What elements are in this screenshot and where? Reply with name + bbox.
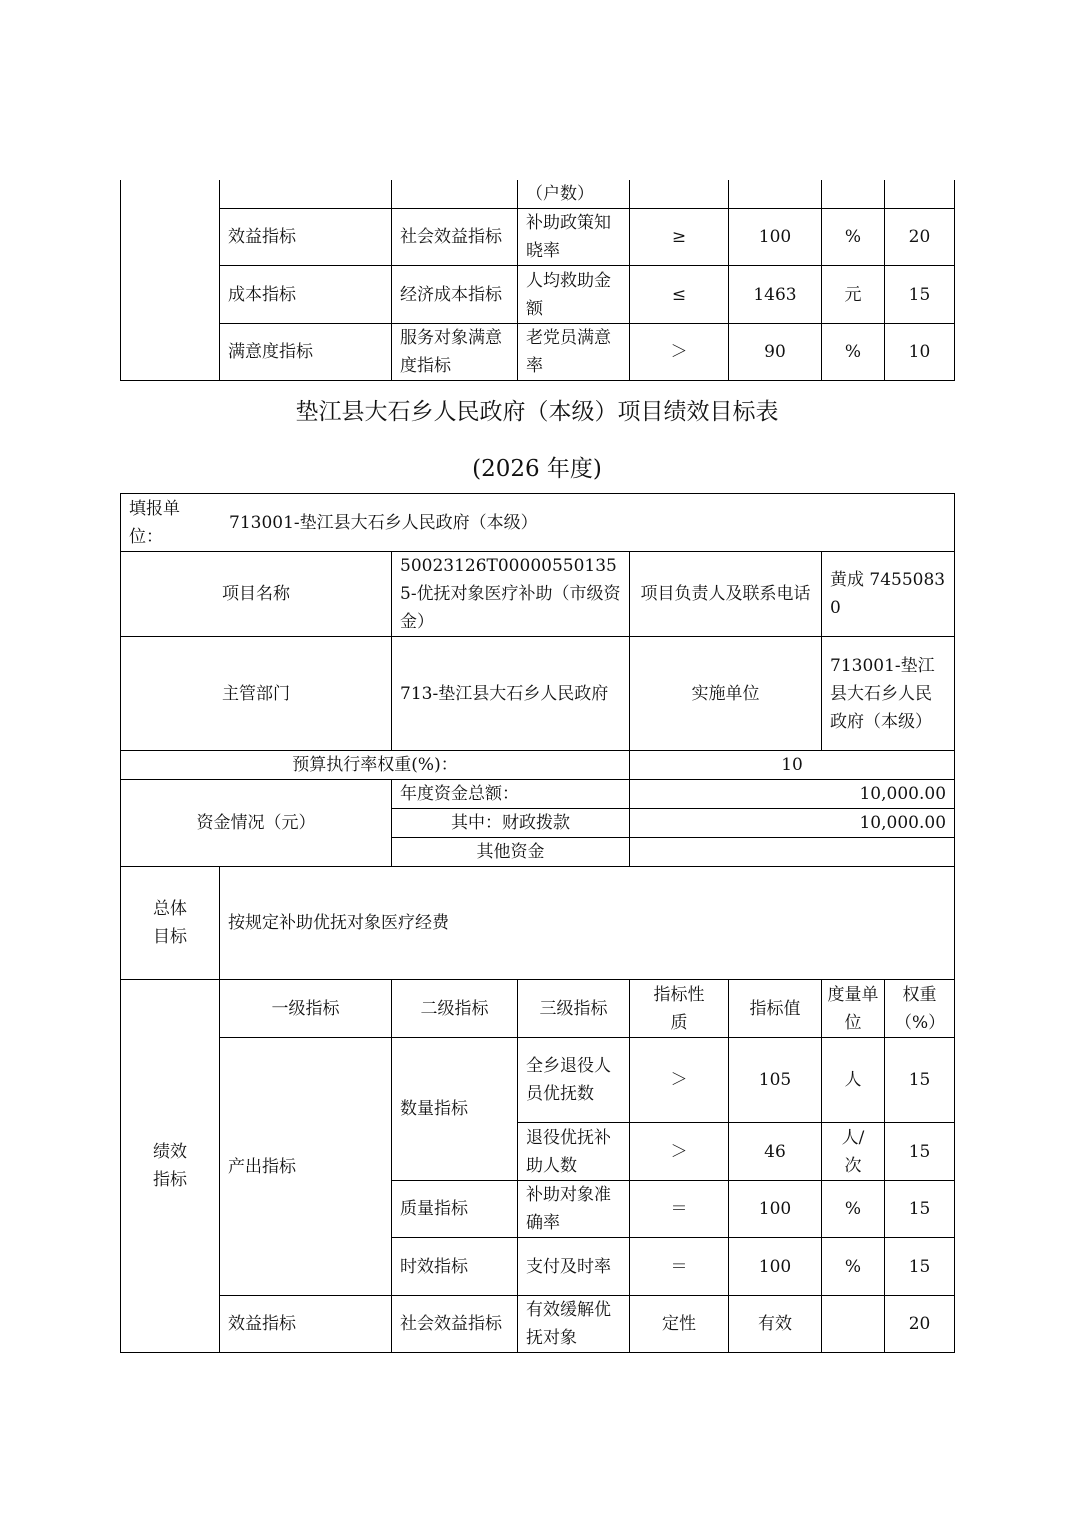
- cell: ＞: [630, 1123, 729, 1181]
- cell: 100: [729, 1181, 822, 1238]
- reporting-unit-label: 填报单位：: [129, 498, 180, 547]
- cell: 时效指标: [392, 1238, 518, 1296]
- cell: 效益指标: [220, 209, 392, 266]
- header-level3: 三级指标: [518, 980, 630, 1038]
- cell: [392, 180, 518, 209]
- page-subtitle: (2026 年度): [472, 456, 602, 482]
- cell: 100: [729, 1238, 822, 1296]
- perf-indicator-label: 绩效指标: [121, 980, 220, 1353]
- cell: 支付及时率: [518, 1238, 630, 1296]
- project-name-label: 项目名称: [121, 552, 392, 637]
- cell: 效益指标: [220, 1296, 392, 1353]
- cell: 20: [885, 209, 955, 266]
- cell: [822, 180, 885, 209]
- cell: ＞: [630, 324, 729, 381]
- cell: 15: [885, 1181, 955, 1238]
- page-title: 垫江县大石乡人民政府（本级）项目绩效目标表: [295, 399, 779, 425]
- cell: [630, 180, 729, 209]
- cell: 定性: [630, 1296, 729, 1353]
- dept-value: 713-垫江县大石乡人民政府: [392, 637, 630, 751]
- header-value: 指标值: [729, 980, 822, 1038]
- cell: 46: [729, 1123, 822, 1181]
- cell: [220, 180, 392, 209]
- impl-unit-label: 实施单位: [630, 637, 822, 751]
- cell: 有效缓解优抚对象: [518, 1296, 630, 1353]
- cell: 补助政策知晓率: [518, 209, 630, 266]
- cell: %: [822, 324, 885, 381]
- cell: ≥: [630, 209, 729, 266]
- perf-label-cell: [121, 180, 220, 381]
- performance-target-table: [120, 493, 955, 1353]
- cell: 15: [885, 1238, 955, 1296]
- cell: ≤: [630, 266, 729, 324]
- fiscal-funds-label: 其中：财政拨款: [392, 809, 630, 838]
- cell: ＞: [630, 1038, 729, 1123]
- cell: 服务对象满意度指标: [392, 324, 518, 381]
- cell: 1463: [729, 266, 822, 324]
- cell: 15: [885, 266, 955, 324]
- contact-value: 黄成 74550830: [822, 552, 955, 637]
- total-funds-label: 年度资金总额：: [392, 780, 630, 809]
- cell: [885, 180, 955, 209]
- cell: 10: [885, 324, 955, 381]
- cell: ＝: [630, 1238, 729, 1296]
- header-unit: 度量单位: [822, 980, 885, 1038]
- cell: 成本指标: [220, 266, 392, 324]
- header-nature: 指标性质: [630, 980, 729, 1038]
- cell: 经济成本指标: [392, 266, 518, 324]
- cell: 100: [729, 209, 822, 266]
- cell: 退役优抚补助人数: [518, 1123, 630, 1181]
- output-indicator-label: 产出指标: [220, 1038, 392, 1296]
- cell: （户数）: [518, 180, 630, 209]
- fiscal-funds-value: 10,000.00: [630, 809, 955, 838]
- cell: ＝: [630, 1181, 729, 1238]
- previous-indicator-table: [120, 180, 955, 381]
- cell: 老党员满意率: [518, 324, 630, 381]
- cell: 社会效益指标: [392, 1296, 518, 1353]
- cell: 人/次: [822, 1123, 885, 1181]
- header-weight: 权重（%）: [885, 980, 955, 1038]
- header-level1: 一级指标: [220, 980, 392, 1038]
- header-level2: 二级指标: [392, 980, 518, 1038]
- cell: 15: [885, 1038, 955, 1123]
- contact-label: 项目负责人及联系电话: [630, 552, 822, 637]
- cell: %: [822, 1238, 885, 1296]
- overall-goal-value: 按规定补助优抚对象医疗经费: [220, 867, 955, 980]
- budget-weight-label: 预算执行率权重(%)：: [121, 751, 630, 780]
- overall-goal-label: 总体目标: [121, 867, 220, 980]
- cell: 20: [885, 1296, 955, 1353]
- other-funds-value: [630, 838, 955, 867]
- cell: 补助对象准确率: [518, 1181, 630, 1238]
- funds-label: 资金情况（元）: [121, 780, 392, 867]
- budget-weight-value: 10: [630, 751, 955, 780]
- other-funds-label: 其他资金: [392, 838, 630, 867]
- cell: 人: [822, 1038, 885, 1123]
- project-name-value: 50023126T000005501355-优抚对象医疗补助（市级资金）: [392, 552, 630, 637]
- cell: 质量指标: [392, 1181, 518, 1238]
- cell: 90: [729, 324, 822, 381]
- quantity-indicator-label: 数量指标: [392, 1038, 518, 1181]
- reporting-unit-row: [121, 494, 955, 552]
- cell: 有效: [729, 1296, 822, 1353]
- cell: 社会效益指标: [392, 209, 518, 266]
- cell: %: [822, 209, 885, 266]
- cell: 人均救助金额: [518, 266, 630, 324]
- total-funds-value: 10,000.00: [630, 780, 955, 809]
- cell: 满意度指标: [220, 324, 392, 381]
- cell: 元: [822, 266, 885, 324]
- dept-label: 主管部门: [121, 637, 392, 751]
- cell: 15: [885, 1123, 955, 1181]
- cell: 全乡退役人员优抚数: [518, 1038, 630, 1123]
- cell: [822, 1296, 885, 1353]
- cell: [729, 180, 822, 209]
- cell: %: [822, 1181, 885, 1238]
- cell: 105: [729, 1038, 822, 1123]
- impl-unit-value: 713001-垫江县大石乡人民政府（本级）: [822, 637, 955, 751]
- reporting-unit-value: 713001-垫江县大石乡人民政府（本级）: [229, 512, 538, 533]
